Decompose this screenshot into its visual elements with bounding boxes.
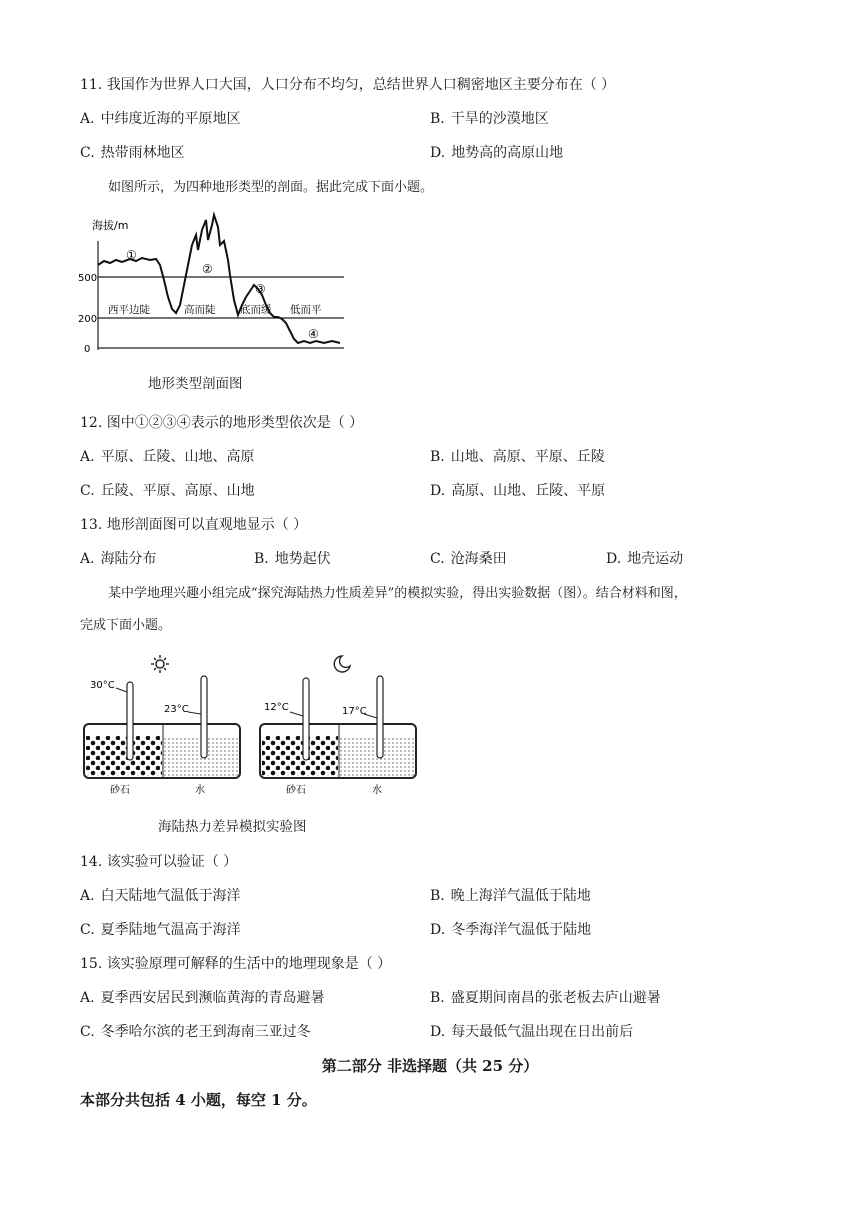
- option-letter: C.: [80, 1024, 95, 1040]
- marker-3: ③: [255, 282, 266, 296]
- option-text: 地壳运动: [627, 551, 684, 567]
- q14-option-b[interactable]: [430, 885, 591, 905]
- q15-option-a[interactable]: [80, 987, 325, 1007]
- day-sand-label: 砂石: [110, 785, 130, 796]
- night-water-label: 水: [372, 785, 382, 796]
- option-letter: D.: [606, 551, 622, 567]
- option-letter: D.: [430, 483, 446, 499]
- question-13-stem: 13. 地形剖面图可以直观地显示（ ）: [80, 517, 308, 533]
- day-sand-temp: 30°C: [90, 680, 115, 691]
- q13-option-a[interactable]: [80, 548, 157, 568]
- terrain-profile-line: [98, 215, 340, 343]
- q15-option-d[interactable]: [430, 1021, 633, 1041]
- option-letter: D.: [430, 1024, 446, 1040]
- q11-option-a[interactable]: [80, 108, 241, 128]
- option-text: 山地、高原、平原、丘陵: [450, 449, 605, 465]
- option-text: 晚上海洋气温低于陆地: [450, 888, 591, 904]
- q14-option-c[interactable]: [80, 919, 241, 939]
- option-text: 盛夏期间南昌的张老板去庐山避暑: [450, 990, 661, 1006]
- option-letter: C.: [430, 551, 445, 567]
- zone-label-4: 低而平: [290, 304, 322, 316]
- tick-label: 200: [78, 314, 98, 325]
- question-14-stem: 14. 该实验可以验证（ ）: [80, 854, 238, 870]
- zone-label-3: 底而缓: [240, 304, 272, 316]
- option-letter: B.: [254, 551, 269, 567]
- option-letter: A.: [80, 990, 95, 1006]
- q15-option-b[interactable]: [430, 987, 661, 1007]
- day-water-temp: 23°C: [164, 704, 189, 715]
- option-text: 热带雨林地区: [100, 145, 185, 161]
- q12-option-a[interactable]: [80, 446, 255, 466]
- option-text: 夏季陆地气温高于海洋: [100, 922, 241, 938]
- option-letter: B.: [430, 990, 445, 1006]
- q13-option-d[interactable]: [606, 548, 683, 568]
- day-sand: [86, 736, 162, 776]
- option-letter: C.: [80, 483, 95, 499]
- option-text: 中纬度近海的平原地区: [100, 111, 241, 127]
- tick-label: 500: [78, 273, 98, 284]
- section-title: 第二部分 非选择题（共 25 分）: [321, 1057, 539, 1075]
- q11-option-d[interactable]: [430, 142, 563, 162]
- day-water-thermometer: [201, 676, 207, 758]
- question-12-stem: 12. 图中①②③④表示的地形类型依次是（ ）: [80, 415, 364, 431]
- night-sand-label: 砂石: [286, 785, 306, 796]
- option-letter: D.: [430, 145, 446, 161]
- terrain-profile-figure: [72, 205, 362, 360]
- option-text: 高原、山地、丘陵、平原: [451, 483, 606, 499]
- option-text: 白天陆地气温低于海洋: [100, 888, 241, 904]
- intro-terrain: 如图所示，为四种地形类型的剖面。据此完成下面小题。: [108, 180, 434, 195]
- option-letter: A.: [80, 449, 95, 465]
- option-letter: A.: [80, 111, 95, 127]
- night-water-thermometer: [377, 676, 383, 758]
- option-letter: B.: [430, 449, 445, 465]
- intro-experiment-line1: 某中学地理兴趣小组完成“探究海陆热力性质差异”的模拟实验，得出实验数据（图）。结合材料和图，: [108, 586, 687, 601]
- night-sand: [262, 736, 338, 776]
- intro-experiment-line2: 完成下面小题。: [80, 618, 172, 633]
- option-letter: C.: [80, 922, 95, 938]
- q12-option-c[interactable]: [80, 480, 255, 500]
- option-text: 平原、丘陵、山地、高原: [100, 449, 255, 465]
- option-text: 地势高的高原山地: [451, 145, 564, 161]
- option-text: 丘陵、平原、高原、山地: [100, 483, 255, 499]
- q11-option-b[interactable]: [430, 108, 549, 128]
- q12-option-d[interactable]: [430, 480, 605, 500]
- q14-option-d[interactable]: [430, 919, 591, 939]
- option-text: 海陆分布: [100, 551, 157, 567]
- q13-option-c[interactable]: [430, 548, 507, 568]
- q12-option-b[interactable]: [430, 446, 605, 466]
- option-letter: D.: [430, 922, 446, 938]
- option-letter: C.: [80, 145, 95, 161]
- marker-2: ②: [202, 262, 213, 276]
- section-note: 本部分共包括 4 小题，每空 1 分。: [80, 1091, 317, 1109]
- question-11-stem: 11. 我国作为世界人口大国，人口分布不均匀，总结世界人口稠密地区主要分布在（ ）: [80, 77, 616, 93]
- night-sand-thermometer: [303, 678, 309, 760]
- option-letter: A.: [80, 888, 95, 904]
- y-axis-label: 海拔/m: [92, 219, 129, 232]
- option-text: 地势起伏: [274, 551, 331, 567]
- night-water-temp: 17°C: [342, 706, 367, 717]
- option-text: 夏季西安居民到濒临黄海的青岛避暑: [100, 990, 325, 1006]
- sun-icon: [151, 655, 169, 673]
- option-letter: B.: [430, 111, 445, 127]
- option-text: 冬季海洋气温低于陆地: [451, 922, 592, 938]
- experiment-figure-caption: 海陆热力差异模拟实验图: [158, 819, 307, 835]
- option-letter: B.: [430, 888, 445, 904]
- marker-1: ①: [126, 248, 137, 262]
- terrain-figure-caption: 地形类型剖面图: [148, 376, 243, 392]
- land-sea-experiment-figure: [80, 650, 460, 800]
- q15-option-c[interactable]: [80, 1021, 311, 1041]
- q14-option-a[interactable]: [80, 885, 241, 905]
- moon-icon: [334, 656, 350, 672]
- option-text: 每天最低气温出现在日出前后: [451, 1024, 634, 1040]
- zone-label-1: 西平边陡: [108, 304, 150, 316]
- q11-option-c[interactable]: [80, 142, 185, 162]
- option-text: 干旱的沙漠地区: [450, 111, 549, 127]
- option-letter: A.: [80, 551, 95, 567]
- day-sand-thermometer: [127, 682, 133, 760]
- option-text: 沧海桑田: [450, 551, 507, 567]
- zone-label-2: 高而陡: [184, 304, 216, 316]
- q13-option-b[interactable]: [254, 548, 331, 568]
- question-15-stem: 15. 该实验原理可解释的生活中的地理现象是（ ）: [80, 956, 392, 972]
- tick-label: 0: [84, 344, 91, 355]
- option-text: 冬季哈尔滨的老王到海南三亚过冬: [100, 1024, 311, 1040]
- day-water-label: 水: [195, 785, 205, 796]
- night-sand-temp: 12°C: [264, 702, 289, 713]
- marker-4: ④: [308, 327, 319, 341]
